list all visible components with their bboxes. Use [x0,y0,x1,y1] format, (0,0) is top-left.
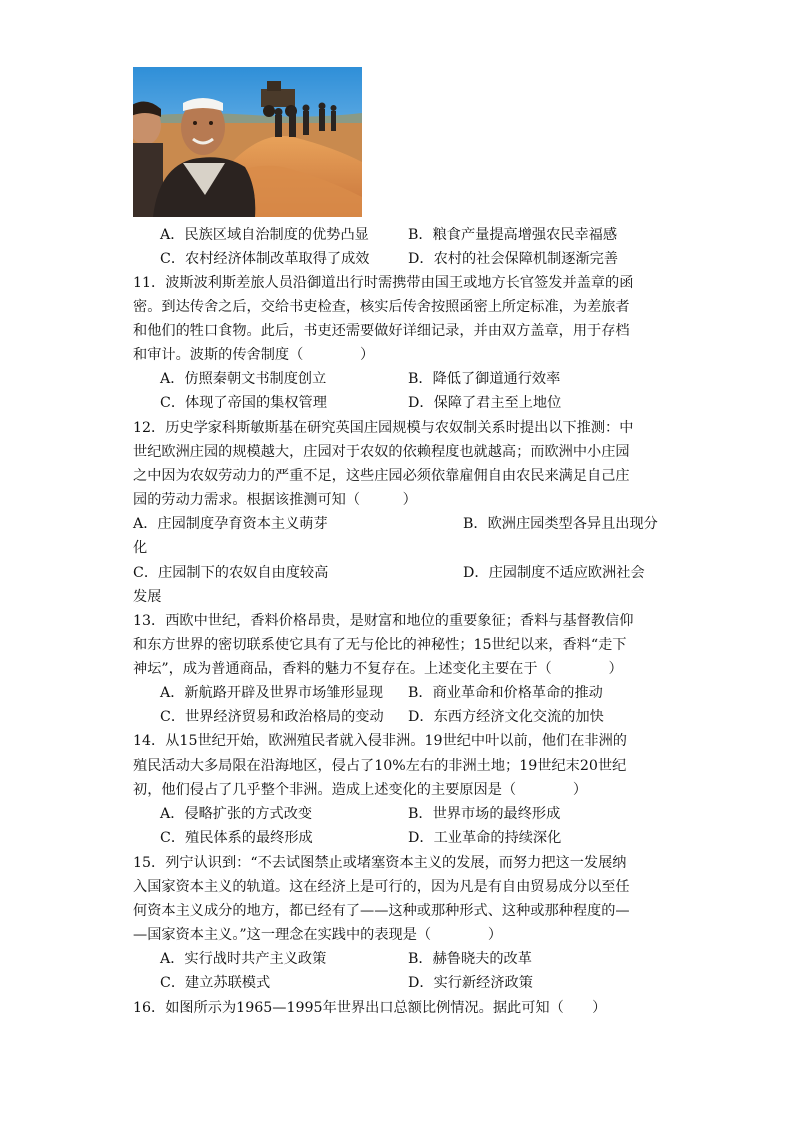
q12-stem-line-4: 园的劳动力需求。根据该推测可知（ ） [133,492,417,508]
q15-stem-line-1: 15．列宁认识到：“不去试图禁止或堵塞资本主义的发展，而努力把这一发展纳 [133,855,627,871]
q12-option-d[interactable]: D．庄园制度不适应欧洲社会 [463,565,645,581]
q11-stem-line-2: 密。到达传舍之后，交给书吏检查，核实后传舍按照函密上所定标准，为差旅者 [133,299,630,315]
q13-stem-line-1: 13．西欧中世纪，香料价格昂贵，是财富和地位的重要象征；香料与基督教信仰 [133,613,634,629]
q11-stem-line-4: 和审计。波斯的传舍制度（ ） [133,347,375,363]
q10-option-d[interactable]: D．农村的社会保障机制逐渐完善 [408,251,619,267]
q15-stem-line-2: 入国家资本主义的轨道。这在经济上是可行的，因为凡是有自由贸易成分以至任 [133,879,630,895]
q14-option-b[interactable]: B．世界市场的最终形成 [408,806,561,822]
q12-stem-line-1: 12．历史学家科斯敏斯基在研究英国庄园规模与农奴制关系时提出以下推测：中 [133,420,634,436]
farmer-grain-photo [133,67,362,217]
q10-option-c[interactable]: C．农村经济体制改革取得了成效 [160,251,370,267]
q11-option-c[interactable]: C．体现了帝国的集权管理 [160,395,327,411]
q15-stem-line-4: —国家资本主义。”这一理念在实践中的表现是（ ） [133,927,503,943]
q10-option-b[interactable]: B．粮食产量提高增强农民幸福感 [408,227,618,243]
q14-stem-line-1: 14．从15世纪开始，欧洲殖民者就入侵非洲。19世纪中叶以前，他们在非洲的 [133,733,627,749]
q11-option-d[interactable]: D．保障了君主至上地位 [408,395,562,411]
q13-option-a[interactable]: A．新航路开辟及世界市场雏形显现 [160,685,384,701]
q12-stem-line-3: 之中因为农奴劳动力的严重不足，这些庄园必须依靠雇佣自由农民来满足自己庄 [133,468,630,484]
q11-option-b[interactable]: B．降低了御道通行效率 [408,371,561,387]
q12-option-a[interactable]: A．庄园制度孕育资本主义萌芽 [133,516,328,532]
q12-option-d-continued: 发展 [133,589,162,605]
q12-option-c[interactable]: C．庄园制下的农奴自由度较高 [133,565,329,581]
q14-option-a[interactable]: A．侵略扩张的方式改变 [160,806,313,822]
q11-stem-line-3: 和他们的牲口食物。此后，书吏还需要做好详细记录，并由双方盖章，用于存档 [133,323,630,339]
q14-option-c[interactable]: C．殖民体系的最终形成 [160,830,313,846]
q13-option-d[interactable]: D．东西方经济文化交流的加快 [408,709,604,725]
q12-option-b[interactable]: B．欧洲庄园类型各异且出现分 [463,516,658,532]
q13-option-c[interactable]: C．世界经济贸易和政治格局的变动 [160,709,384,725]
q15-option-d[interactable]: D．实行新经济政策 [408,975,533,991]
q15-stem-line-3: 何资本主义成分的地方，都已经有了——这种或那种形式、这种或那种程度的— [133,903,630,919]
q15-option-c[interactable]: C．建立苏联模式 [160,975,271,991]
q14-stem-line-3: 初，他们侵占了几乎整个非洲。造成上述变化的主要原因是（ ） [133,782,588,798]
q16-stem-line-1: 16．如图所示为1965—1995年世界出口总额比例情况。据此可知（ ） [133,1000,607,1016]
q14-stem-line-2: 殖民活动大多局限在沿海地区，侵占了10%左右的非洲土地；19世纪末20世纪 [133,758,627,774]
q15-option-b[interactable]: B．赫鲁晓夫的改革 [408,951,532,967]
q10-option-a[interactable]: A．民族区域自治制度的优势凸显 [160,227,369,243]
q13-stem-line-2: 和东方世界的密切联系使它具有了无与伦比的神秘性；15世纪以来，香料“走下 [133,637,627,653]
q12-stem-line-2: 世纪欧洲庄园的规模越大，庄园对于农奴的依赖程度也就越高；而欧洲中小庄园 [133,444,630,460]
q14-option-d[interactable]: D．工业革命的持续深化 [408,830,562,846]
q11-option-a[interactable]: A．仿照秦朝文书制度创立 [160,371,327,387]
q13-stem-line-3: 神坛”，成为普通商品，香料的魅力不复存在。上述变化主要在于（ ） [133,661,623,677]
q12-option-b-continued: 化 [133,540,148,556]
q11-stem-line-1: 11．波斯波利斯差旅人员沿御道出行时需携带由国王或地方长官签发并盖章的函 [133,275,634,291]
q15-option-a[interactable]: A．实行战时共产主义政策 [160,951,327,967]
q13-option-b[interactable]: B．商业革命和价格革命的推动 [408,685,603,701]
